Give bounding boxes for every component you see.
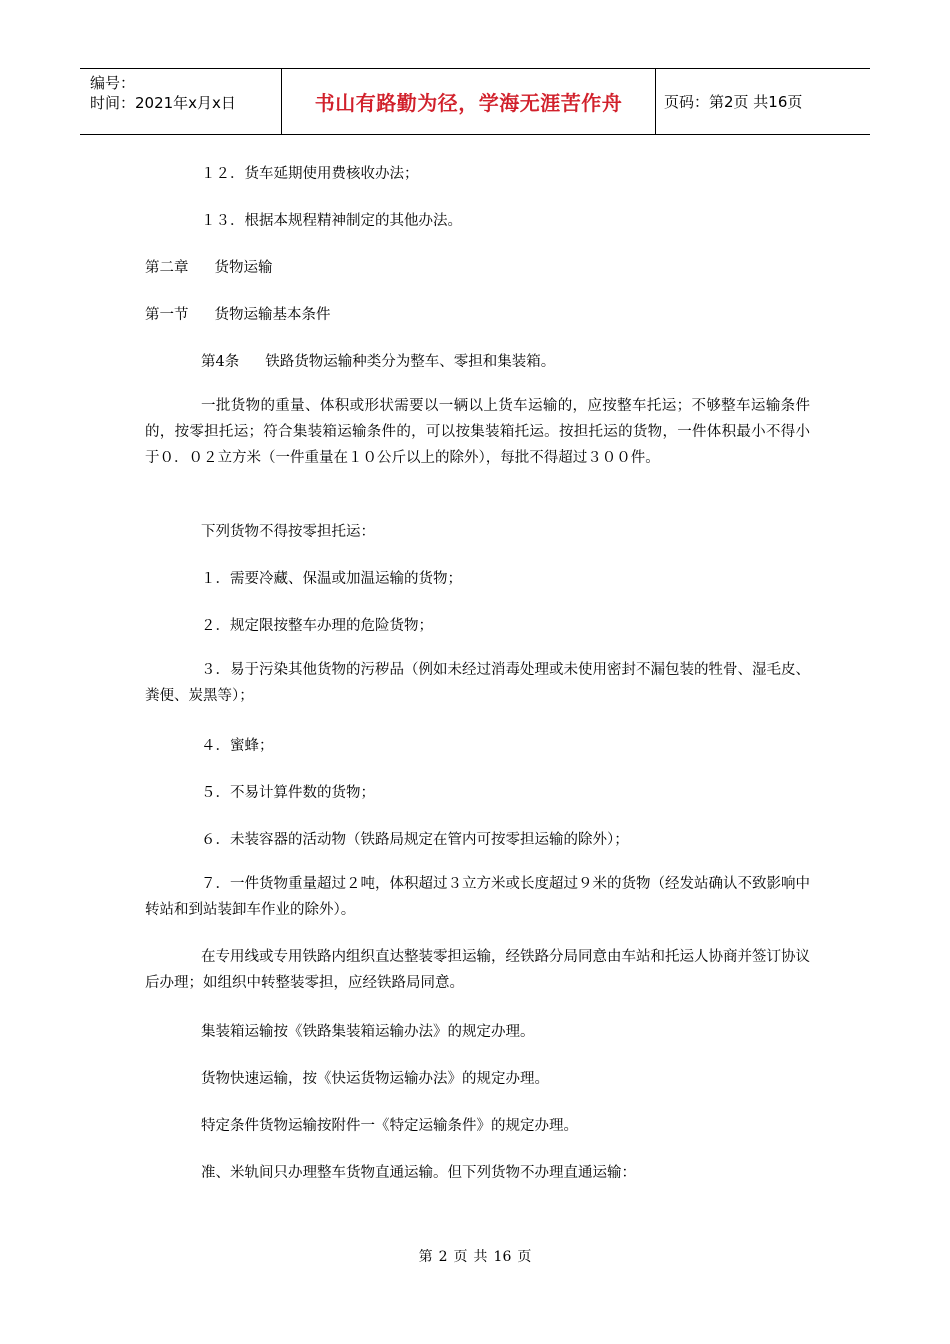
restriction-item-4: ４．蜜蜂；	[201, 738, 274, 754]
footer-suffix: 页	[517, 1249, 532, 1265]
footer-total-pages: 16	[493, 1249, 512, 1265]
restriction-item-7: ７．一件货物重量超过２吨，体积超过３立方米或长度超过９米的货物（经发站确认不致影响中转站和到站装卸车作业的除外）。	[145, 876, 810, 918]
list-item-13: １３．根据本规程精神制定的其他办法。	[201, 213, 462, 229]
section-title: 货物运输基本条件	[214, 307, 331, 323]
header-meta	[80, 69, 282, 134]
section-heading	[145, 303, 331, 324]
section-number: 第一节	[145, 307, 189, 323]
footer-prefix: 第	[418, 1249, 433, 1265]
chapter-number: 第二章	[145, 260, 189, 276]
article-4	[145, 350, 555, 371]
paragraph-gauge-transfer: 准、米轨间只办理整车货物直通运输。但下列货物不办理直通运输：	[201, 1165, 636, 1181]
chapter-heading	[145, 256, 273, 277]
document-time: 时间：2021年x月x日	[90, 94, 236, 112]
restriction-item-3: ３．易于污染其他货物的污秽品（例如未经过消毒处理或未使用密封不漏包装的牲骨、湿毛皮、粪便、炭黑等）；	[145, 662, 810, 704]
article-number: 第4条	[201, 354, 240, 370]
page-footer	[0, 1246, 950, 1266]
list-item-12: １２．货车延期使用费核收办法；	[201, 166, 419, 182]
paragraph-container: 集装箱运输按《铁路集装箱运输办法》的规定办理。	[201, 1024, 535, 1040]
restriction-item-5: ５．不易计算件数的货物；	[201, 785, 375, 801]
restriction-item-6: ６．未装容器的活动物（铁路局规定在管内可按零担运输的除外）；	[201, 832, 629, 848]
article-text: 铁路货物运输种类分为整车、零担和集装箱。	[265, 354, 556, 370]
document-number-label: 编号：	[90, 74, 136, 92]
footer-page-number: 2	[438, 1249, 448, 1265]
chapter-title: 货物运输	[214, 260, 273, 276]
footer-page-word: 页	[453, 1249, 468, 1265]
page-header	[80, 68, 870, 135]
paragraph-restrictions-intro: 下列货物不得按零担托运：	[201, 524, 375, 540]
restriction-item-2: ２．规定限按整车办理的危险货物；	[201, 618, 433, 634]
header-page-info: 页码：第2页 共16页	[664, 93, 803, 111]
footer-total-label: 共	[473, 1249, 488, 1265]
header-motto: 书山有路勤为径，学海无涯苦作舟	[282, 69, 656, 134]
paragraph-express: 货物快速运输，按《快运货物运输办法》的规定办理。	[201, 1071, 549, 1087]
paragraph-dedicated-line: 在专用线或专用铁路内组织直达整装零担运输，经铁路分局同意由车站和托运人协商并签订协议后办理；如组织中转整装零担，应经铁路局同意。	[145, 949, 810, 991]
paragraph-consignment-types: 一批货物的重量、体积或形状需要以一辆以上货车运输的，应按整车托运；不够整车运输条件的，按零担托运；符合集装箱运输条件的，可以按集装箱托运。按担托运的货物，一件体积最小不得小于０．０２立方米（一件重量在１０公斤以上的除外），每批不得超过３００件。	[145, 398, 810, 466]
restriction-item-1: １．需要冷藏、保温或加温运输的货物；	[201, 571, 462, 587]
paragraph-special-conditions: 特定条件货物运输按附件一《特定运输条件》的规定办理。	[201, 1118, 578, 1134]
